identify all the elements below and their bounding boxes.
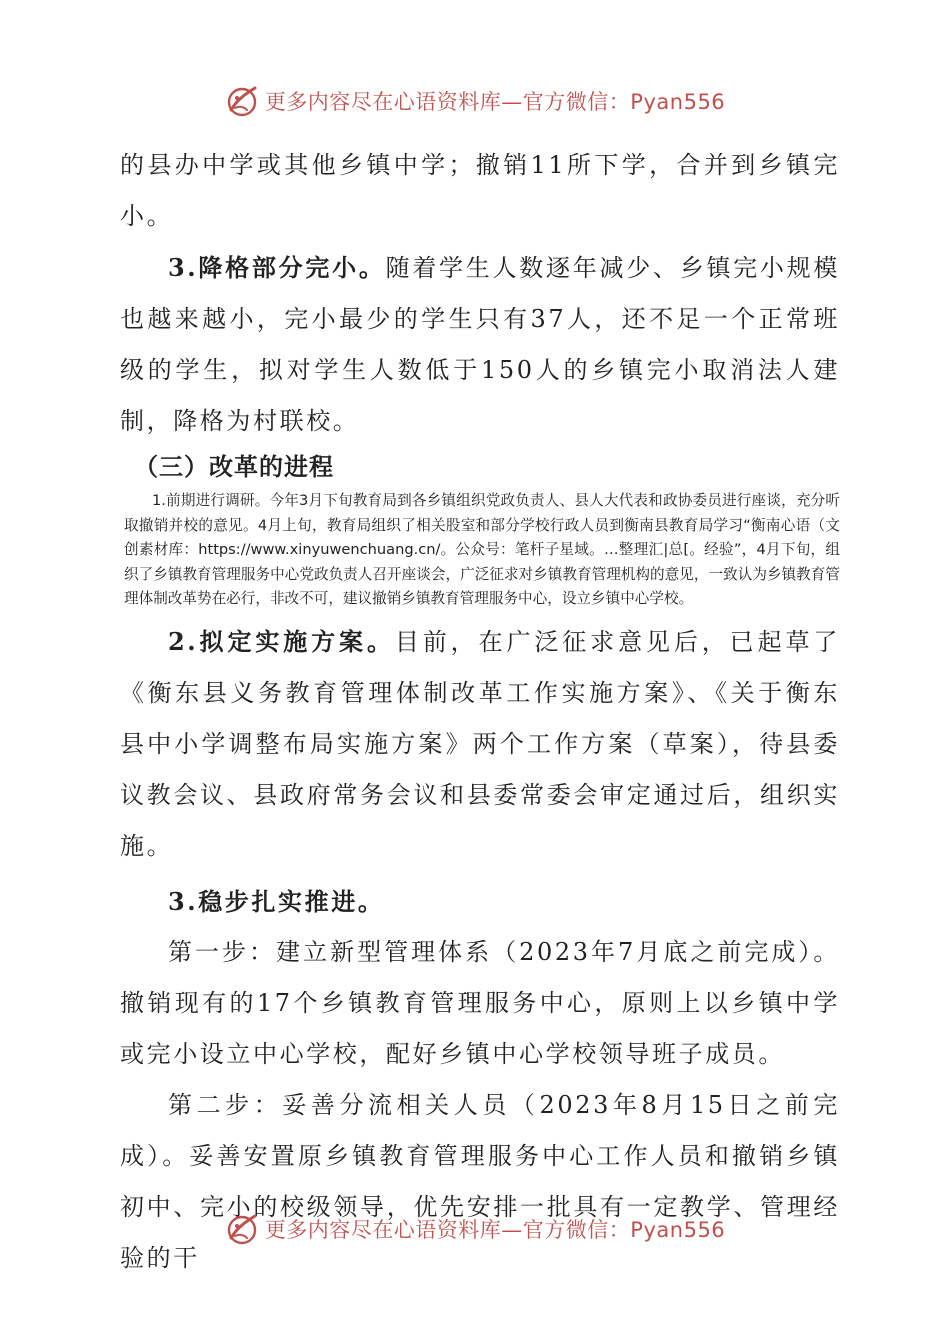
- paragraph-3: [120, 616, 840, 872]
- research-paragraph: 1.前期进行调研。今年3月下旬教育局到各乡镇组织党政负责人、县人大代表和政协委员进行座谈，充分听取撤销并校的意见。4月上旬，教育局组织了相关股室和部分学校行政人员到衡南县教育局学习“衡南心语（文创素材库：https://www.xinyuwenchuang.cn/。公众号：笔杆子星域。…整理汇|总[。经验”，4月下旬，组织了乡镇教育管理服务中心党政负责人召开座谈会，广泛征求对乡镇教育管理机构的意见，一致认为乡镇教育管理体制改革势在必行，非改不可，建议撤销乡镇教育管理服务中心，设立乡镇中心学校。: [124, 492, 840, 607]
- paragraph-1: 的县办中学或其他乡镇中学；撤销11所下学，合并到乡镇完小。: [120, 151, 840, 230]
- calligraphy-logo-icon: [225, 84, 259, 118]
- header-banner-text: 更多内容尽在心语资料库—官方微信：Pyan556: [264, 90, 726, 114]
- paragraph-2-text: 随着学生人数逐年减少、乡镇完小规模也越来越小，完小最少的学生只有37人，还不足一个正常班级的学生，拟对学生人数低于150人的乡镇完小取消法人建制，降格为村联校。: [120, 254, 840, 435]
- footer-banner: [0, 1212, 950, 1246]
- paragraph-2-title: 3.降格部分完小。: [168, 253, 386, 282]
- section-heading: （三）改革的进程: [134, 452, 334, 481]
- paragraph-5: 第一步：建立新型管理体系（2023年7月底之前完成）。撤销现有的17个乡镇教育管理服务中心，原则上以乡镇中学或完小设立中心学校，配好乡镇中心学校领导班子成员。: [120, 937, 840, 1068]
- calligraphy-logo-icon: [225, 1212, 259, 1246]
- paragraph-2: [120, 242, 840, 447]
- paragraph-3-title: 2.拟定实施方案。: [168, 626, 395, 656]
- footer-banner-text: 更多内容尽在心语资料库—官方微信：Pyan556: [264, 1218, 726, 1242]
- paragraph-3-text: 目前，在广泛征求意见后，已起草了《衡东县义务教育管理体制改革工作实施方案》、《关于衡东县中小学调整布局实施方案》两个工作方案（草案），待县委议教会议、县政府常务会议和县委常委会审定通过后，组织实施。: [120, 627, 840, 860]
- header-banner: [0, 84, 950, 118]
- paragraph-4-title: 3.稳步扎实推进。: [168, 886, 385, 916]
- paragraph-6: 第二步：妥善分流相关人员（2023年8月15日之前完成）。妥善安置原乡镇教育管理服务中心工作人员和撤销乡镇初中、完小的校级领导，优先安排一批具有一定教学、管理经验的干: [120, 1090, 840, 1272]
- document-body: [120, 140, 840, 1284]
